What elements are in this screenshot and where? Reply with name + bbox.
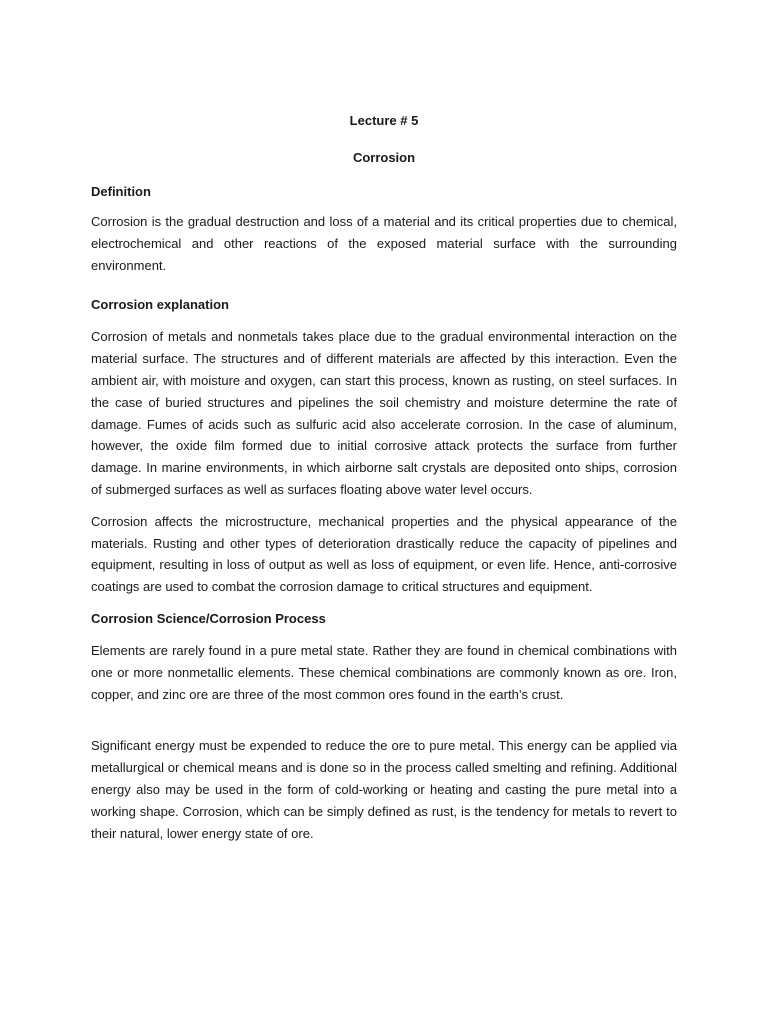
paragraph-science-1: Elements are rarely found in a pure metal state. Rather they are found in chemical combinations with one or more nonmetallic elements. These chemical combinations are commonly known as ore. Iron, copper, and zinc ore are three of the most common ores found in the earth’s crust. [91, 642, 677, 702]
document-body [91, 183, 677, 844]
document-title: Corrosion [352, 150, 416, 165]
heading-corrosion-science: Corrosion Science/Corrosion Process [91, 610, 326, 626]
lecture-number: Lecture # 5 [349, 113, 419, 128]
heading-corrosion-explanation: Corrosion explanation [91, 297, 229, 313]
heading-definition: Definition [91, 184, 151, 199]
paragraph-explanation-1: Corrosion of metals and nonmetals takes place due to the gradual environmental interaction on the material surface. The structures and of different materials are affected by this interaction. Even the ambient air, with moisture and oxygen, can start this process, known as rusting, on steel surfaces. In the case of buried structures and pipelines the soil chemistry and moisture determine the rate of damage. Fumes of acids such as sulfuric acid also accelerate corrosion. In the case of aluminum, however, the oxide film formed due to initial corrosive attack protects the surface from further damage. In marine environments, in which airborne salt crystals are deposited onto ships, corrosion of submerged surfaces as well as surfaces floating above water level occurs. [91, 329, 677, 497]
paragraph-explanation-2: Corrosion affects the microstructure, mechanical properties and the physical appearance of the materials. Rusting and other types of deterioration drastically reduce the capacity of pipelines and equipment, resulting in loss of output as well as loss of equipment, or even life. Hence, anti-corrosive coatings are used to combat the corrosion damage to critical structures and equipment. [91, 513, 677, 595]
paragraph-definition: Corrosion is the gradual destruction and loss of a material and its critical properties due to chemical, electrochemical and other reactions of the exposed material surface with the surrounding environment. [91, 214, 677, 273]
paragraph-science-2: Significant energy must be expended to reduce the ore to pure metal. This energy can be applied via metallurgical or chemical means and is done so in the process called smelting and refining. Additional energy also may be used in the form of cold-working or heating and casting the pure metal into a working shape. Corrosion, which can be simply defined as rust, is the tendency for metals to revert to their natural, lower energy state of ore. [91, 738, 677, 841]
